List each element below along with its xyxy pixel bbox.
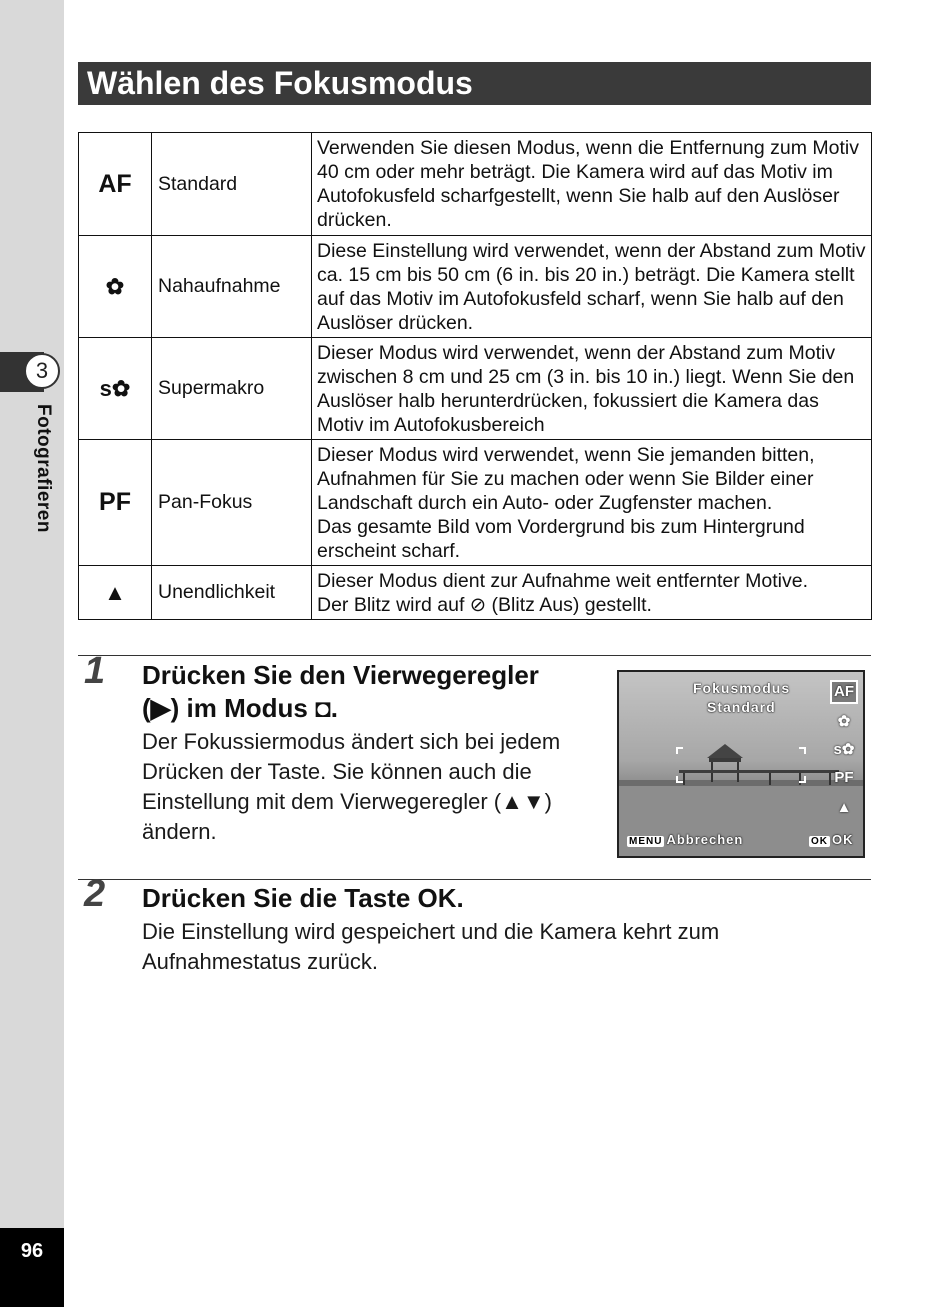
screen-title: Fokusmodus <box>693 680 791 696</box>
table-row <box>79 133 872 236</box>
step-divider <box>78 655 871 656</box>
title-bar <box>78 62 871 105</box>
mode-description: Dieser Modus wird verwendet, wenn Sie jemanden bitten, Aufnahmen für Sie zu machen oder wenn Sie Bilder einer Landschaft durch ein Auto- oder Zugfenster machen. <box>317 443 815 514</box>
page-title: Wählen des Fokusmodus <box>87 65 473 101</box>
mode-description: Dieser Modus dient zur Aufnahme weit entfernter Motive. <box>317 569 808 592</box>
table-row <box>79 440 872 566</box>
step-title-line: Drücken Sie den Vierwegeregler <box>142 660 539 690</box>
ok-label: OK <box>832 832 854 847</box>
step-body-line: Drücken der Taste. Sie können auch die <box>142 759 532 784</box>
mode-name: Standard <box>152 133 312 236</box>
sidebar <box>0 0 64 1307</box>
mode-description-note: Das gesamte Bild vom Vordergrund bis zum Hintergrund erscheint scharf. <box>317 515 805 562</box>
step-body <box>142 917 719 977</box>
step-title-line: (▶) im Modus ◘. <box>142 693 339 723</box>
focus-mode-table <box>78 132 872 620</box>
page-number: 96 <box>20 1240 44 1262</box>
af-icon: AF <box>830 680 858 704</box>
step-divider <box>78 879 871 880</box>
table-row <box>79 338 872 440</box>
step-title <box>142 659 539 725</box>
step-number: 1 <box>84 650 106 692</box>
pan-focus-icon: PF <box>99 488 131 516</box>
chapter-title: Fotografieren <box>33 404 54 533</box>
table-row <box>79 236 872 338</box>
mode-name: Nahaufnahme <box>152 236 312 338</box>
macro-flower-icon: ✿ <box>837 713 851 730</box>
cancel-label: Abbrechen <box>666 832 744 847</box>
infinity-mountain-icon: ▲ <box>104 579 126 605</box>
menu-key-icon: MENU <box>629 836 663 847</box>
mode-description: Dieser Modus wird verwendet, wenn der Abstand zum Motiv zwischen 8 cm und 25 cm (3 in. bis 10 in.) liegt. Wenn Sie den Auslöser halb herunterdrücken, fokussiert die Kamera das Motiv im Autofokusbereich <box>312 338 872 440</box>
step-title: Drücken Sie die Taste OK. <box>142 883 464 913</box>
af-icon: AF <box>98 169 132 198</box>
camera-screen-illustration <box>617 670 865 858</box>
pan-focus-icon: PF <box>834 769 854 786</box>
super-macro-icon: s✿ <box>833 741 855 758</box>
screen-subtitle: Standard <box>707 699 776 715</box>
macro-flower-icon: ✿ <box>105 273 125 299</box>
step-body-line: Aufnahmestatus zurück. <box>142 949 379 974</box>
super-macro-icon: s✿ <box>99 375 131 401</box>
page-number-box <box>0 1228 64 1307</box>
mode-name: Unendlichkeit <box>152 566 312 620</box>
step-number: 2 <box>84 873 106 915</box>
step-body-line: Die Einstellung wird gespeichert und die Kamera kehrt zum <box>142 919 720 944</box>
ok-key-icon: OK <box>811 836 828 847</box>
step-body-line: Einstellung mit dem Vierwegeregler (▲▼) <box>142 789 552 814</box>
step-body-line: ändern. <box>142 819 217 844</box>
mode-description: Verwenden Sie diesen Modus, wenn die Entfernung zum Motiv 40 cm oder mehr beträgt. Die Kamera wird auf das Motiv im Autofokusfeld scharfgestellt, wenn Sie halb auf den Auslöser drücken. <box>312 133 872 236</box>
mode-name: Pan-Fokus <box>152 440 312 566</box>
infinity-mountain-icon: ▲ <box>836 799 852 816</box>
step-body-line: Der Fokussiermodus ändert sich bei jedem <box>142 729 561 754</box>
mode-name: Supermakro <box>152 338 312 440</box>
chapter-tab <box>0 352 64 392</box>
mode-description: Diese Einstellung wird verwendet, wenn der Abstand zum Motiv ca. 15 cm bis 50 cm (6 in. bis 20 in.) beträgt. Die Kamera stellt auf das Motiv im Autofokusfeld scharf, wenn Sie halb auf den Auslöser drücken. <box>312 236 872 338</box>
mode-description-flash: Der Blitz wird auf ⊘ (Blitz Aus) gestellt. <box>317 593 652 616</box>
step-body <box>142 727 560 847</box>
table-row <box>79 566 872 620</box>
chapter-number: 3 <box>24 353 60 389</box>
